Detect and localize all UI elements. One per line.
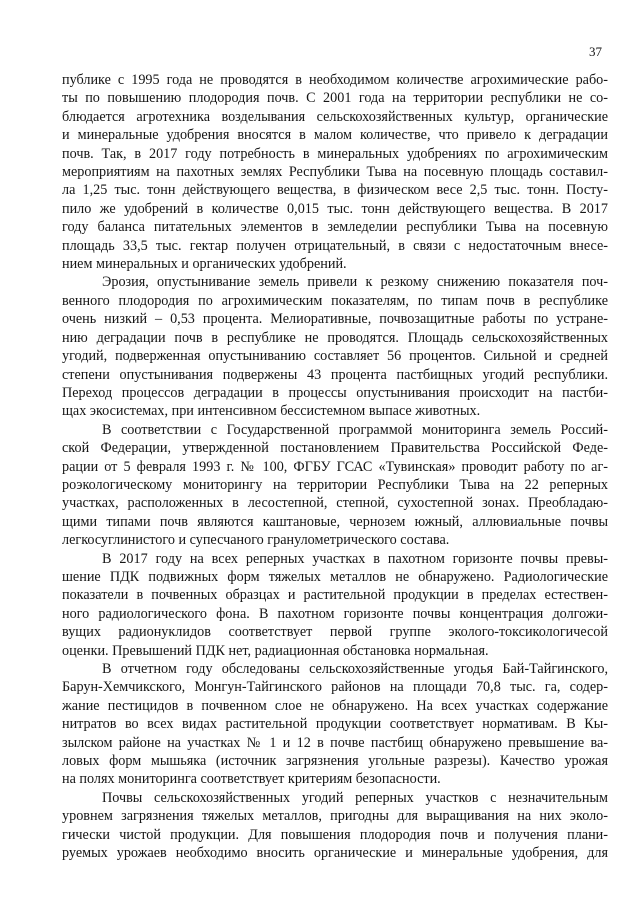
text-line: году баланса питательных элементов в земледелии республики Тыва на посевную bbox=[62, 219, 608, 236]
text-line: легкосуглинистого и супесчаного гранулометрического состава. bbox=[62, 532, 450, 549]
text-line: участках, расположенных в лесостепной, степной, сухостепной зонах. Преобладаю- bbox=[62, 495, 608, 512]
paragraph bbox=[62, 789, 608, 863]
text-line: уровнем загрязнения тяжелых металлов, пригодны для выращивания на них эколо- bbox=[62, 808, 608, 825]
text-line: на полях мониторинга соответствует критериям безопасности. bbox=[62, 771, 441, 788]
text-line: В отчетном году обследованы сельскохозяйственные угодья Бай-Тайгинского, bbox=[102, 661, 608, 677]
text-line: рации от 5 февраля 1993 г. № 100, ФГБУ ГСАС «Тувинская» проводит работу по аг- bbox=[62, 458, 608, 475]
text-line: публике с 1995 года не проводятся в необходимом количестве агрохимические рабо- bbox=[62, 72, 608, 88]
text-line: ла 1,25 тыс. тонн действующего вещества, в физическом весе 2,5 тыс. тонн. Посту- bbox=[62, 182, 608, 199]
text-line: роэкологическому мониторингу на территории Республики Тыва на 22 реперных bbox=[62, 476, 608, 493]
text-line: щими типами почв являются каштановые, чернозем южный, аллювиальные почвы bbox=[62, 513, 608, 530]
text-line: мероприятиям на пахотных землях Республики Тыва на посевную площадь составил- bbox=[62, 164, 608, 181]
text-line: площадь 33,5 тыс. гектар получен отрицательный, в связи с недостаточным внесе- bbox=[62, 237, 608, 254]
text-line: нию деградации почв в республике не проводятся. Площадь сельскохозяйственных bbox=[62, 329, 608, 346]
text-line: жание пестицидов в почвенном слое не обнаружено. На всех участках содержание bbox=[62, 697, 608, 714]
text-line: вущих радионуклидов соответствует первой группе эколого-токсикологичесой bbox=[62, 624, 608, 641]
text-line: нитратов во всех видах растительной продукции соответствует нормативам. В Кы- bbox=[62, 716, 608, 733]
text-line: шение ПДК подвижных форм тяжелых металлов не обнаружено. Радиологические bbox=[62, 568, 608, 585]
text-line: Почвы сельскохозяйственных угодий реперных участков с незначительным bbox=[102, 789, 608, 806]
text-line: гически чистой продукции. Для повышения плодородия почв и получения плани- bbox=[62, 826, 608, 843]
text-line: В 2017 году на всех реперных участках в пахотном горизонте почвы превы- bbox=[102, 550, 608, 567]
text-line: показатели в почвенных образцах и растительной продукции в пределах естествен- bbox=[62, 587, 608, 604]
text-line: В соответствии с Государственной программой мониторинга земель Россий- bbox=[102, 421, 608, 438]
text-line: пило же удобрений в количестве 0,015 тыс. тонн действующего вещества. В 2017 bbox=[62, 200, 608, 217]
text-line: венного плодородия по агрохимическим показателям, по типам почв в республике bbox=[62, 292, 608, 309]
text-line: руемых урожаев необходимо вносить органические и минеральные удобрения, для bbox=[62, 845, 608, 862]
paragraph bbox=[62, 421, 608, 550]
text-line: угодий, подверженная опустыниванию составляет 56 процентов. Сильной и средней bbox=[62, 348, 608, 365]
text-line: почв. Так, в 2017 году потребность в минеральных удобрениях по агрохимическим bbox=[62, 145, 608, 162]
text-line: Эрозия, опустынивание земель привели к резкому снижению показателя поч- bbox=[102, 274, 608, 291]
text-line: щах экосистемах, при интенсивном бессистемном выпасе животных. bbox=[62, 403, 481, 420]
paragraph bbox=[62, 660, 608, 789]
text-line: Барун-Хемчикского, Монгун-Тайгинского районов на площади 70,8 тыс. га, содер- bbox=[62, 679, 608, 696]
text-line: нием минеральных и органических удобрений. bbox=[62, 256, 347, 273]
text-line: оценки. Превышений ПДК нет, радиационная обстановка нормальная. bbox=[62, 642, 489, 659]
text-line: ного радиологического фона. В пахотном горизонте почвы концентрация долгожи- bbox=[62, 605, 608, 622]
paragraph bbox=[62, 550, 608, 660]
text-line: ловых форм мышьяка (источник загрязнения угольные разрезы). Качество урожая bbox=[62, 753, 608, 770]
document-body bbox=[62, 71, 608, 862]
text-line: зылском районе на участках № 1 и 12 в почве пастбищ обнаружено превышение ва- bbox=[62, 734, 608, 751]
text-line: степени опустынивания подвержены 43 процента пастбищных угодий республики. bbox=[62, 366, 608, 383]
text-line: блюдается агротехника возделывания сельскохозяйственных культур, органические bbox=[62, 108, 608, 125]
text-line: очень низкий – 0,53 процента. Мелиоративные, почвозащитные работы по устране- bbox=[62, 311, 608, 328]
page-number: 37 bbox=[589, 44, 602, 59]
paragraph bbox=[62, 273, 608, 420]
text-line: и минеральные удобрения вносятся в малом количестве, что привело к деградации bbox=[62, 127, 608, 144]
text-line: Переход процессов деградации в процессы опустынивания происходит на пастби- bbox=[62, 384, 608, 401]
text-line: ты по повышению плодородия почв. С 2001 года на территории республики не со- bbox=[62, 90, 608, 107]
text-line: ской Федерации, утвержденной постановлением Правительства Российской Феде- bbox=[62, 440, 608, 457]
paragraph bbox=[62, 71, 608, 273]
